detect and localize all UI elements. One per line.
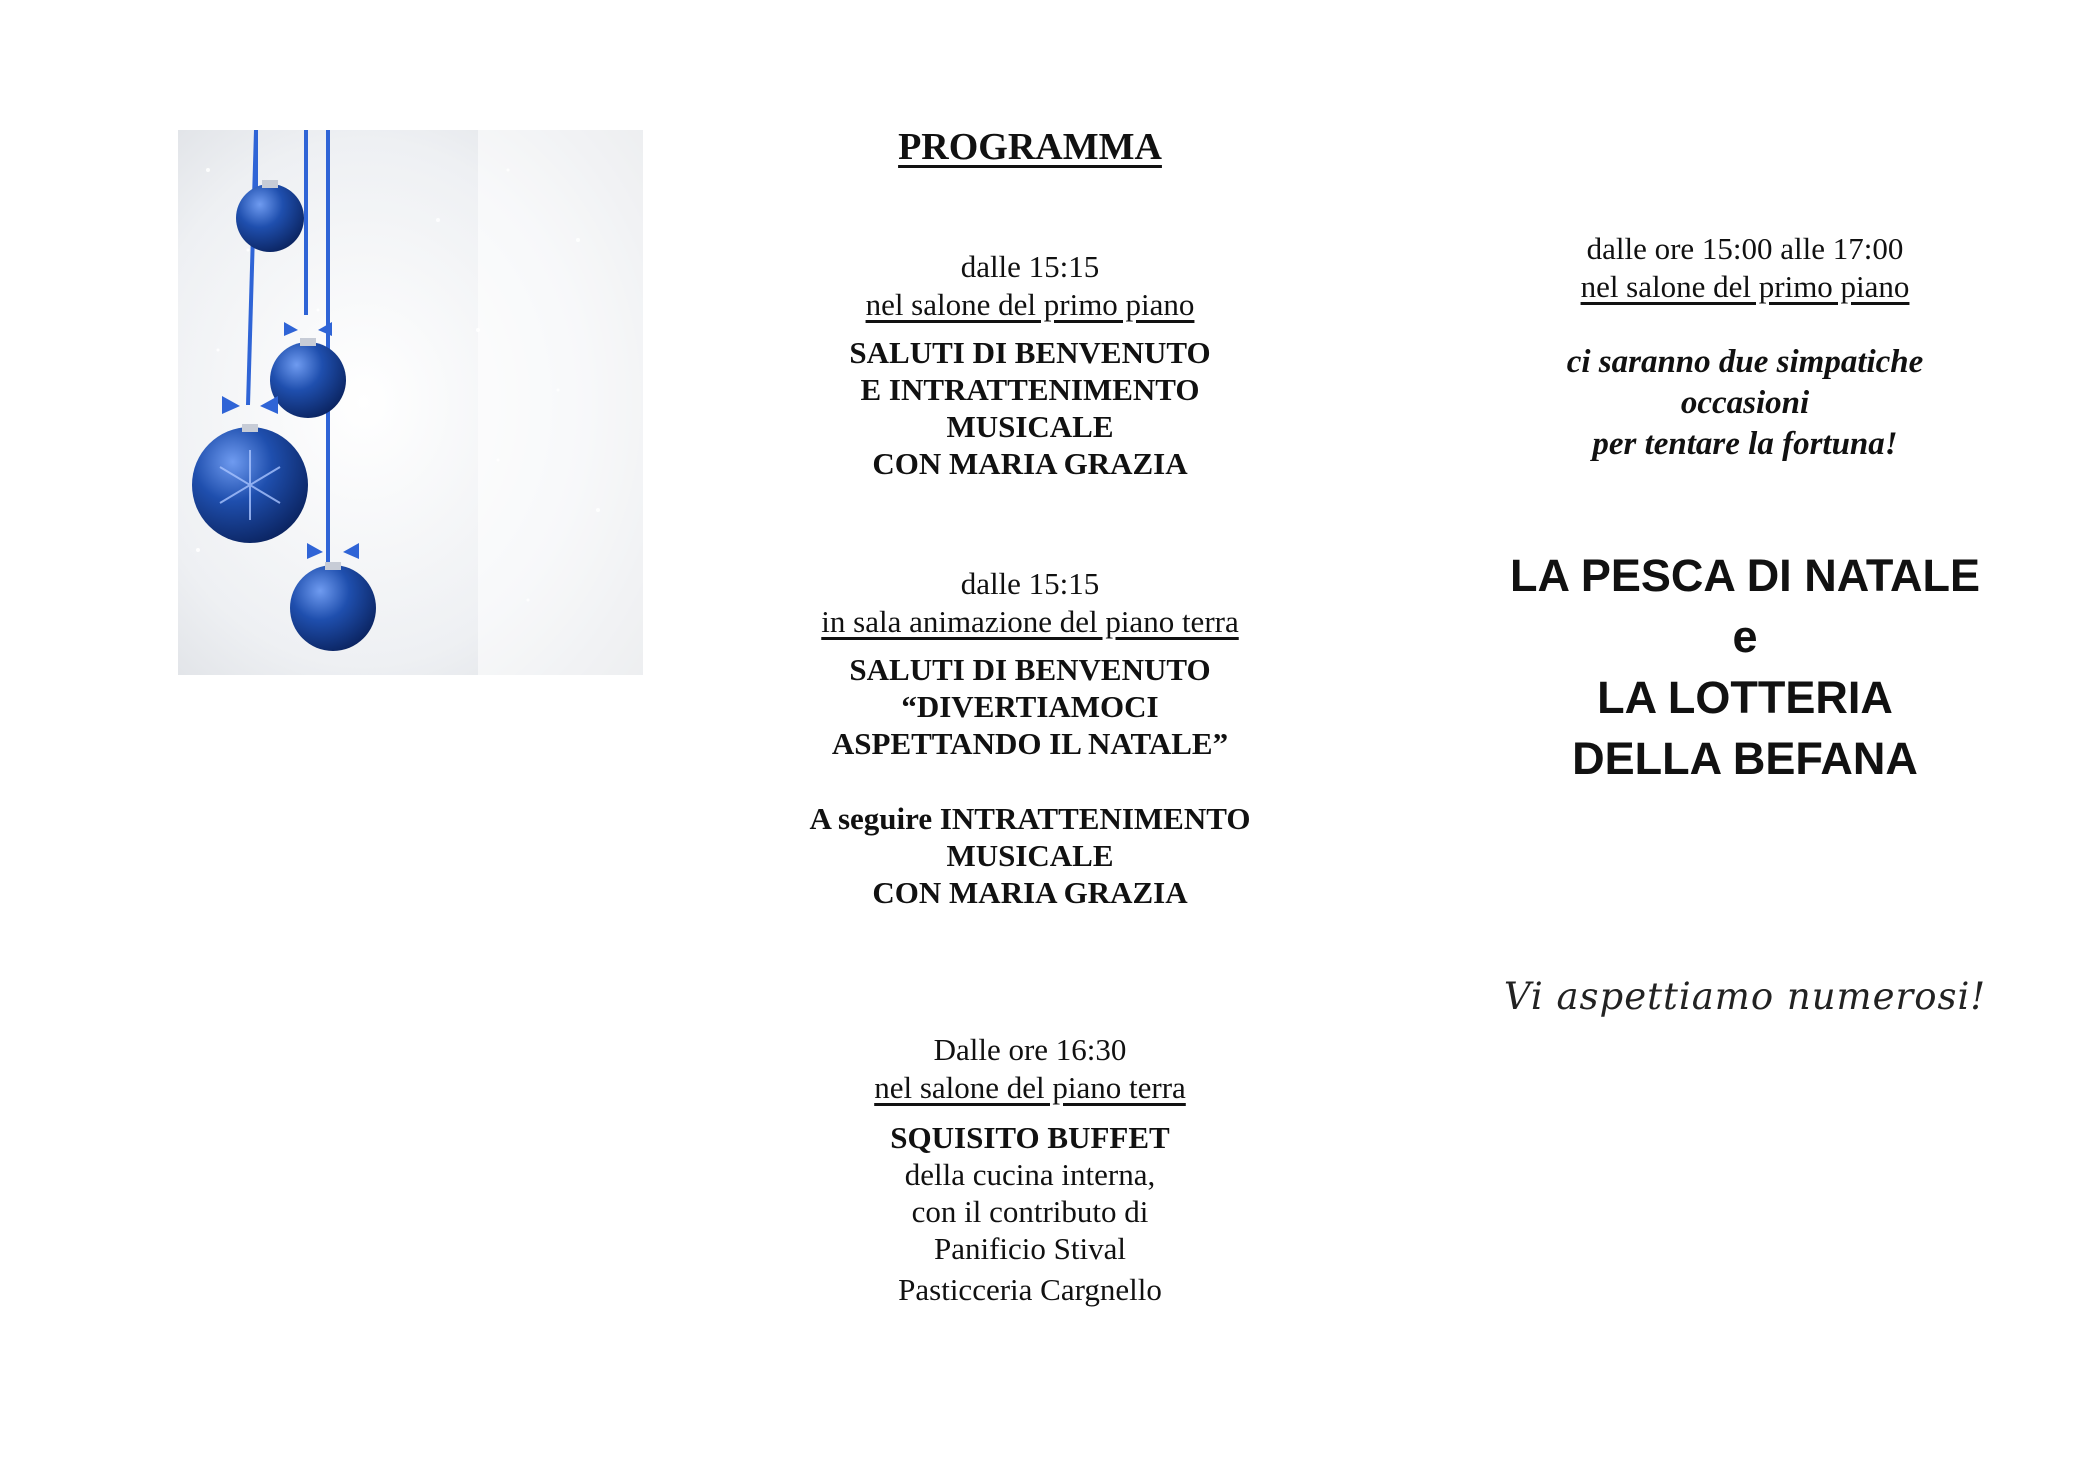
section-place: nel salone del primo piano: [865, 287, 1195, 322]
headline-line: DELLA BEFANA: [1572, 733, 1918, 784]
program-title: PROGRAMMA: [898, 126, 1162, 168]
headline-line: LA LOTTERIA: [1597, 672, 1893, 723]
section-description: [740, 651, 1320, 762]
section-line: E INTRATTENIMENTO: [860, 372, 1200, 407]
section-line: SALUTI DI BENVENUTO: [849, 652, 1211, 687]
section-line: INTRATTENIMENTO: [939, 801, 1251, 836]
section-line: “DIVERTIAMOCI: [901, 689, 1159, 724]
raffle-headline: [1460, 545, 2030, 789]
section-place: in sala animazione del piano terra: [821, 604, 1239, 639]
section-line: Pasticceria Cargnello: [898, 1272, 1162, 1307]
section-buffet: [740, 1031, 1320, 1308]
section-heading: SQUISITO BUFFET: [890, 1120, 1170, 1155]
section-line: CON MARIA GRAZIA: [872, 875, 1188, 910]
follow-prefix: A seguire: [809, 801, 933, 836]
section-time: dalle 15:15: [960, 249, 1100, 284]
section-line: della cucina interna,: [904, 1157, 1156, 1192]
raffle-place: nel salone del primo piano: [1580, 269, 1910, 304]
section-welcome-first-floor: [740, 248, 1320, 482]
section-welcome-ground-floor: [740, 565, 1320, 911]
raffle-time: dalle ore 15:00 alle 17:00: [1586, 231, 1904, 266]
section-description: [740, 334, 1320, 482]
christmas-ornaments-image: [178, 130, 643, 675]
closing-text: Vi aspettiamo numerosi!: [1503, 975, 1987, 1018]
intro-line: occasioni: [1680, 385, 1810, 421]
section-line: Panificio Stival: [933, 1231, 1126, 1266]
raffle-intro: [1460, 342, 2030, 465]
intro-line: per tentare la fortuna!: [1592, 426, 1898, 462]
section-line: MUSICALE: [946, 838, 1114, 873]
section-place: nel salone del piano terra: [874, 1070, 1186, 1105]
section-line: MUSICALE: [946, 409, 1114, 444]
section-follow-up: [740, 800, 1320, 911]
raffle-info: [1460, 230, 2030, 465]
section-line: ASPETTANDO IL NATALE”: [831, 726, 1229, 761]
section-time: dalle 15:15: [960, 566, 1100, 601]
headline-line: e: [1732, 611, 1758, 662]
section-time: Dalle ore 16:30: [933, 1032, 1127, 1067]
section-line: con il contributo di: [911, 1194, 1149, 1229]
section-line: CON MARIA GRAZIA: [872, 446, 1188, 481]
headline-line: LA PESCA DI NATALE: [1510, 550, 1980, 601]
section-description: [740, 1156, 1320, 1308]
intro-line: ci saranno due simpatiche: [1566, 344, 1924, 380]
section-line: SALUTI DI BENVENUTO: [849, 335, 1211, 370]
